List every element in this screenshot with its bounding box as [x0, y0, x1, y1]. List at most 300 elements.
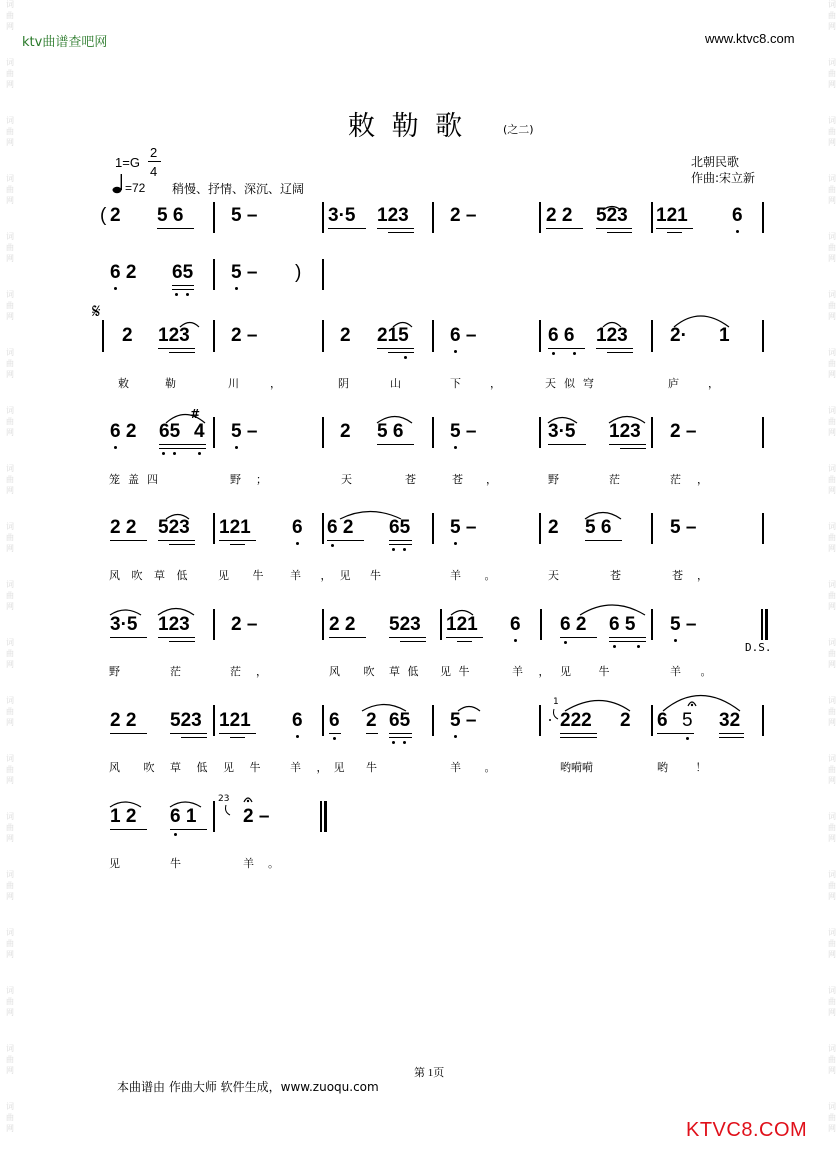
- note: 2 2: [110, 517, 137, 538]
- underline: [548, 348, 585, 349]
- note: 6 –: [450, 325, 477, 346]
- watermark-char: 词: [6, 986, 14, 995]
- note: 5 6: [157, 205, 184, 226]
- note: 6: [657, 710, 668, 731]
- watermark-char: 曲: [6, 185, 14, 194]
- watermark-char: 曲: [6, 649, 14, 658]
- note: 2: [122, 325, 133, 346]
- watermark-char: 曲: [828, 823, 836, 832]
- watermark-char: 网: [6, 486, 14, 495]
- note: 6: [292, 517, 303, 538]
- barline: [539, 513, 541, 544]
- barline: [539, 320, 541, 352]
- lyric: 哟 ！: [657, 761, 719, 774]
- final-barline: [324, 801, 327, 832]
- underline: [656, 228, 693, 229]
- underline: [181, 737, 207, 738]
- note: 121: [656, 205, 688, 226]
- underline: [377, 228, 414, 229]
- underline: [110, 540, 147, 541]
- watermark-char: 网: [6, 254, 14, 263]
- watermark-char: 词: [828, 522, 836, 531]
- underline: [377, 348, 414, 349]
- lyric: 勒: [165, 377, 176, 390]
- watermark-char: 网: [828, 776, 836, 785]
- lyric: ，: [270, 377, 281, 390]
- watermark-char: 网: [6, 312, 14, 321]
- watermark-char: 词: [828, 696, 836, 705]
- grace-note: 23: [218, 794, 230, 804]
- underline: [170, 829, 207, 830]
- underline: [110, 733, 147, 734]
- note: 123: [609, 421, 641, 442]
- lyric: 风 吹 草 低: [109, 569, 192, 582]
- watermark-char: 曲: [6, 359, 14, 368]
- underline: [172, 285, 194, 286]
- watermark-char: 词: [6, 812, 14, 821]
- barline: [322, 417, 324, 448]
- underline: [230, 737, 245, 738]
- note: 6: [292, 710, 303, 731]
- watermark-char: 词: [828, 116, 836, 125]
- lyric: 羊 ，见: [290, 761, 351, 774]
- watermark-char: 曲: [6, 707, 14, 716]
- underline: [560, 737, 597, 738]
- note: 2 –: [243, 806, 270, 827]
- lyric: 苍: [452, 473, 463, 486]
- note: 5 6: [377, 421, 404, 442]
- lyric: 茫: [609, 473, 620, 486]
- grace-note: 1: [553, 697, 559, 707]
- watermark-char: 曲: [828, 359, 836, 368]
- watermark-char: 网: [828, 370, 836, 379]
- underline: [585, 540, 622, 541]
- underline: [388, 232, 414, 233]
- barline: [651, 320, 653, 352]
- low-dot: [114, 446, 117, 449]
- low-dot: [173, 452, 176, 455]
- underline: [110, 829, 147, 830]
- note: 2 2: [546, 205, 573, 226]
- underline: [158, 637, 195, 638]
- lyric: 草 低: [389, 665, 421, 678]
- watermark-char: 网: [6, 602, 14, 611]
- low-dot: [454, 542, 457, 545]
- lyric: 风 吹: [109, 761, 165, 774]
- lyric: 天: [341, 473, 352, 486]
- watermark-char: 词: [828, 928, 836, 937]
- barline: [762, 513, 764, 544]
- lyric: 茫: [670, 473, 681, 486]
- note: 523: [596, 205, 628, 226]
- watermark-char: 词: [6, 580, 14, 589]
- barline: [651, 609, 653, 640]
- underline: [719, 733, 744, 734]
- watermark-char: 网: [828, 660, 836, 669]
- watermark-char: 曲: [6, 301, 14, 310]
- watermark-char: 曲: [6, 127, 14, 136]
- ktvc8-logo[interactable]: KTVC8.COM: [686, 1119, 808, 1141]
- low-dot: [186, 293, 189, 296]
- lyric: 见: [109, 857, 120, 870]
- barline: [320, 801, 322, 832]
- lyric: ，: [697, 473, 708, 486]
- watermark-char: 曲: [828, 185, 836, 194]
- note: 5 –: [450, 517, 477, 538]
- lyric: 风 吹: [329, 665, 385, 678]
- underline: [609, 637, 646, 638]
- barline: [762, 417, 764, 448]
- note: 121: [219, 517, 251, 538]
- note: 2: [366, 710, 377, 731]
- note: 2: [620, 710, 631, 731]
- low-dot: [454, 446, 457, 449]
- underline: [607, 352, 633, 353]
- underline: [620, 448, 646, 449]
- underline: [667, 232, 682, 233]
- note: 4: [194, 421, 205, 442]
- barline: [322, 513, 324, 544]
- lyric: 天似穹: [545, 377, 602, 390]
- barline: [651, 513, 653, 544]
- barline: [651, 705, 653, 736]
- watermark-char: 曲: [6, 1055, 14, 1064]
- low-dot: [198, 452, 201, 455]
- watermark-char: 曲: [6, 533, 14, 542]
- watermark-char: 曲: [828, 1113, 836, 1122]
- low-dot: [637, 645, 640, 648]
- barline: [651, 417, 653, 448]
- composer: 作曲:宋立新: [691, 171, 756, 185]
- lyric: 见 牛: [560, 665, 622, 678]
- underline: [446, 637, 483, 638]
- watermark-char: 网: [828, 892, 836, 901]
- watermark-char: 曲: [6, 939, 14, 948]
- note: 3·5: [548, 421, 576, 442]
- watermark-char: 曲: [828, 533, 836, 542]
- lyric: 。: [268, 857, 279, 870]
- watermark-char: 曲: [828, 243, 836, 252]
- watermark-char: 网: [6, 370, 14, 379]
- low-dot: [564, 641, 567, 644]
- watermark-char: 曲: [828, 301, 836, 310]
- barline: [322, 259, 324, 290]
- low-dot: [573, 352, 576, 355]
- lyric: 阴: [338, 377, 349, 390]
- low-dot: [549, 719, 551, 721]
- note: 6 5: [609, 614, 636, 635]
- watermark-char: 词: [828, 464, 836, 473]
- lyric: 山: [390, 377, 401, 390]
- barline: [213, 705, 215, 736]
- lyric: 哟嗬嗬: [560, 761, 593, 774]
- lyric: 羊: [243, 857, 254, 870]
- note: 1 2: [110, 806, 137, 827]
- low-dot: [454, 735, 457, 738]
- barline: [432, 705, 434, 736]
- time-signature-bottom: 4: [150, 164, 158, 179]
- dal-segno-mark: D.S.: [745, 641, 772, 654]
- watermark-char: 曲: [6, 997, 14, 1006]
- note: 3·5: [110, 614, 138, 635]
- watermark-char: 曲: [828, 475, 836, 484]
- watermark-char: 曲: [828, 649, 836, 658]
- barline: [322, 202, 324, 233]
- lyric: 茫: [230, 665, 241, 678]
- note: 222: [560, 710, 592, 731]
- note: 65: [389, 710, 411, 731]
- note: 2: [340, 421, 351, 442]
- open-paren: (: [100, 205, 107, 226]
- note: 5 –: [450, 421, 477, 442]
- barline: [213, 320, 215, 352]
- low-dot: [392, 741, 395, 744]
- note: 6 2: [560, 614, 587, 635]
- low-dot: [403, 548, 406, 551]
- underline: [169, 352, 195, 353]
- barline: [322, 609, 324, 640]
- note: 6 2: [110, 421, 137, 442]
- underline: [329, 637, 366, 638]
- note: 215: [377, 325, 409, 346]
- watermark-char: 词: [6, 870, 14, 879]
- barline: [213, 202, 215, 233]
- watermark-char: 曲: [6, 69, 14, 78]
- note: 123: [596, 325, 628, 346]
- watermark-char: 网: [828, 544, 836, 553]
- note: 3·5: [328, 205, 356, 226]
- lyric: 羊 。: [670, 665, 720, 678]
- final-barline: [765, 609, 768, 640]
- watermark-char: 网: [6, 950, 14, 959]
- low-dot: [333, 737, 336, 740]
- lyric: 川: [228, 377, 239, 390]
- lyric: ，: [486, 473, 497, 486]
- barline: [432, 320, 434, 352]
- lyric: 敕: [118, 377, 129, 390]
- watermark-char: 词: [828, 580, 836, 589]
- watermark-char: 网: [828, 196, 836, 205]
- watermark-char: 词: [828, 1102, 836, 1111]
- watermark-char: 词: [828, 1044, 836, 1053]
- underline: [389, 637, 426, 638]
- expression-mark: 稍慢、抒情、深沉、辽阔: [172, 182, 305, 196]
- site-url-right[interactable]: www.ktvc8.com: [705, 31, 795, 46]
- low-dot: [613, 645, 616, 648]
- underline: [609, 444, 646, 445]
- watermark-char: 曲: [828, 417, 836, 426]
- watermark-char: 词: [6, 116, 14, 125]
- note: 2: [340, 325, 351, 346]
- barline: [539, 417, 541, 448]
- low-dot: [403, 741, 406, 744]
- watermark-char: 网: [6, 776, 14, 785]
- note: 6 2: [327, 517, 354, 538]
- low-dot: [514, 639, 517, 642]
- barline: [432, 513, 434, 544]
- watermark-char: 曲: [6, 1113, 14, 1122]
- note: 2 –: [670, 421, 697, 442]
- note: 5 –: [450, 710, 477, 731]
- watermark-char: 网: [828, 1008, 836, 1017]
- note: 6 2: [110, 262, 137, 283]
- underline: [546, 228, 583, 229]
- underline: [388, 352, 414, 353]
- segno-icon: 𝄋: [92, 299, 101, 323]
- underline: [169, 544, 195, 545]
- underline: [657, 733, 694, 734]
- low-dot: [114, 287, 117, 290]
- lyric: 牛: [366, 761, 377, 774]
- watermark-char: 网: [6, 892, 14, 901]
- lyric: 牛: [170, 857, 181, 870]
- watermark-char: 曲: [828, 939, 836, 948]
- watermark-char: 网: [828, 428, 836, 437]
- key-signature: 1=G: [115, 155, 140, 170]
- watermark-char: 网: [6, 1008, 14, 1017]
- watermark-char: 曲: [828, 765, 836, 774]
- low-dot: [404, 356, 407, 359]
- lyric: ；: [256, 473, 267, 486]
- watermark-char: 词: [828, 348, 836, 357]
- watermark-char: 词: [6, 696, 14, 705]
- watermark-char: 网: [828, 254, 836, 263]
- watermark-char: 网: [828, 80, 836, 89]
- watermark-char: 网: [6, 544, 14, 553]
- generator-credit: 本曲谱由 作曲大师 软件生成，www.zuoqu.com: [117, 1080, 379, 1094]
- lyric: 苍: [405, 473, 416, 486]
- watermark-char: 网: [6, 138, 14, 147]
- watermark-char: 词: [828, 290, 836, 299]
- underline: [328, 228, 366, 229]
- note: 2 2: [110, 710, 137, 731]
- lyric: ，: [490, 377, 501, 390]
- site-name-left[interactable]: ktv曲谱查吧网: [22, 35, 108, 50]
- close-paren: ): [295, 262, 302, 283]
- watermark-char: 词: [6, 290, 14, 299]
- note: 5 6: [585, 517, 612, 538]
- watermark-char: 词: [6, 0, 14, 9]
- barline: [102, 320, 104, 352]
- note: 523: [158, 517, 190, 538]
- note: 523: [170, 710, 202, 731]
- watermark-char: 词: [6, 1102, 14, 1111]
- note: 2 2: [329, 614, 356, 635]
- underline: [169, 641, 195, 642]
- underline: [329, 733, 341, 734]
- low-dot: [296, 542, 299, 545]
- underline: [219, 733, 256, 734]
- underline: [219, 540, 256, 541]
- barline: [440, 609, 442, 640]
- barline: [432, 202, 434, 233]
- lyric: 下: [450, 377, 461, 390]
- low-dot: [174, 833, 177, 836]
- time-signature-line: [148, 161, 161, 162]
- underline: [366, 733, 378, 734]
- note: 2·: [670, 325, 687, 346]
- watermark-char: 词: [6, 174, 14, 183]
- note: 2: [548, 517, 559, 538]
- watermark-char: 网: [6, 834, 14, 843]
- watermark-char: 词: [828, 232, 836, 241]
- watermark-char: 词: [828, 754, 836, 763]
- watermark-char: 网: [6, 718, 14, 727]
- underline: [389, 544, 412, 545]
- underline: [400, 641, 426, 642]
- watermark-char: 曲: [828, 591, 836, 600]
- watermark-char: 曲: [6, 591, 14, 600]
- lyric: ，: [697, 569, 708, 582]
- underline: [457, 641, 472, 642]
- lyric: 羊 ，见 牛: [290, 569, 389, 582]
- underline: [159, 444, 206, 445]
- low-dot: [331, 544, 334, 547]
- quarter-note-icon: [112, 173, 124, 199]
- watermark-char: 词: [828, 0, 836, 9]
- watermark-char: 曲: [6, 475, 14, 484]
- note: 2 –: [450, 205, 477, 226]
- song-subtitle: (之二): [503, 123, 534, 136]
- watermark-char: 网: [828, 718, 836, 727]
- watermark-char: 网: [828, 22, 836, 31]
- lyric: 见 牛: [440, 665, 472, 678]
- watermark-char: 网: [828, 312, 836, 321]
- lyric: 苍: [610, 569, 621, 582]
- note: 2 –: [231, 614, 258, 635]
- watermark-char: 词: [6, 638, 14, 647]
- watermark-char: 网: [828, 486, 836, 495]
- lyric: 羊 ，: [512, 665, 556, 678]
- watermark-char: 网: [828, 1066, 836, 1075]
- watermark-char: 词: [6, 464, 14, 473]
- watermark-char: 词: [828, 406, 836, 415]
- watermark-char: 曲: [828, 127, 836, 136]
- watermark-char: 词: [6, 522, 14, 531]
- note: 65: [159, 421, 181, 442]
- low-dot: [674, 639, 677, 642]
- watermark-char: 网: [6, 1066, 14, 1075]
- lyric: ，: [256, 665, 267, 678]
- watermark-char: 曲: [6, 11, 14, 20]
- low-dot: [296, 735, 299, 738]
- watermark-char: 曲: [828, 1055, 836, 1064]
- note: 2: [110, 205, 121, 226]
- barline: [322, 705, 324, 736]
- low-dot: [736, 230, 739, 233]
- note: 123: [158, 325, 190, 346]
- underline: [157, 228, 194, 229]
- watermark-char: 词: [6, 232, 14, 241]
- note: 123: [377, 205, 409, 226]
- left-watermark-strip: [4, 0, 16, 1169]
- watermark-char: 词: [6, 754, 14, 763]
- low-dot: [162, 452, 165, 455]
- lyric: 笼盖四: [109, 473, 166, 486]
- underline: [170, 733, 207, 734]
- lyric: 草 低 见 牛: [170, 761, 267, 774]
- lyric-source: 北朝民歌: [691, 155, 740, 169]
- barline: [762, 202, 764, 233]
- watermark-char: 网: [828, 602, 836, 611]
- underline: [548, 444, 586, 445]
- barline: [540, 609, 542, 640]
- barline: [762, 705, 764, 736]
- note: 5 –: [670, 517, 697, 538]
- note: 65: [172, 262, 194, 283]
- watermark-char: 词: [828, 870, 836, 879]
- watermark-char: 曲: [828, 11, 836, 20]
